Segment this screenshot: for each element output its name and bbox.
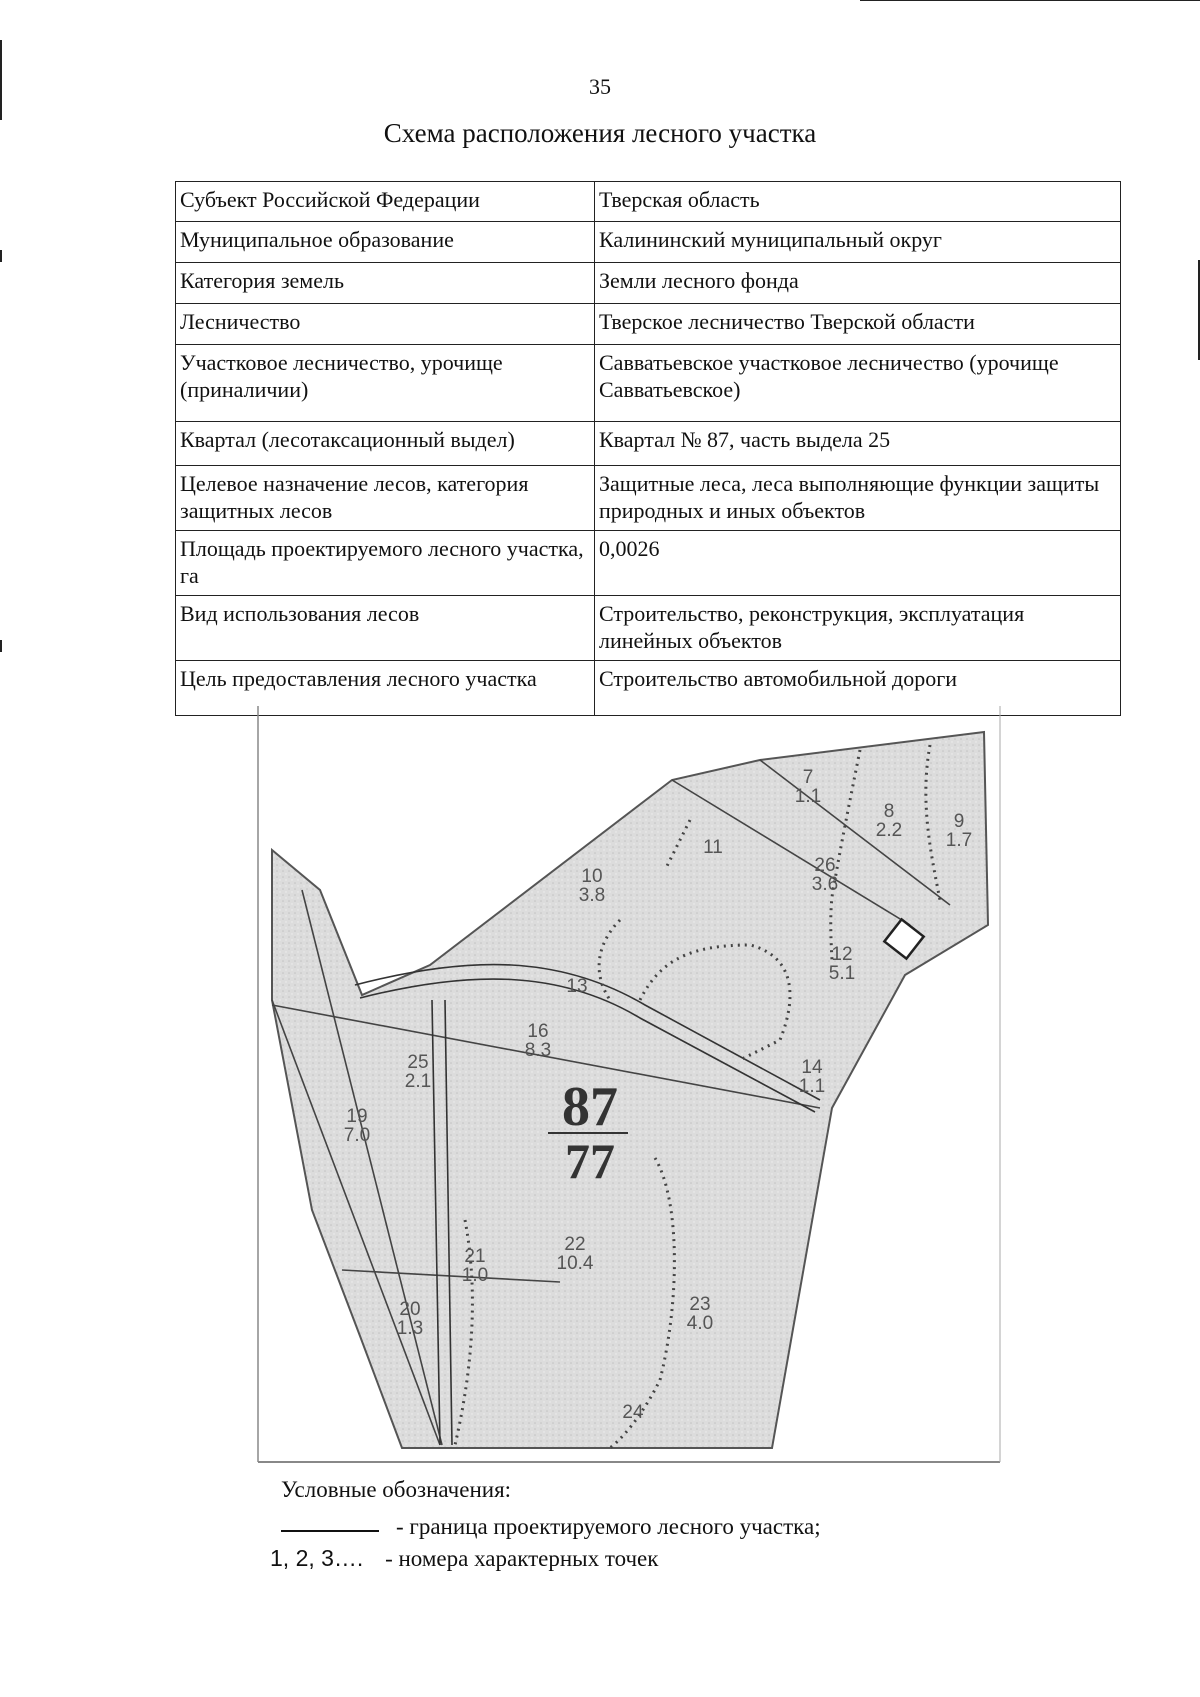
table-value: Калининский муниципальный округ [595,222,1121,263]
legend-item-text: - номера характерных точек [385,1546,659,1571]
legend-heading: Условные обозначения: [281,1477,512,1502]
table-value: Тверское лесничество Тверской области [595,304,1121,345]
table-row [176,531,1121,596]
page-title: Схема расположения лесного участка [383,118,817,148]
quarter-number: 87 [562,1076,618,1138]
plot-number-label: 19 [346,1106,368,1127]
table-key: Вид использования лесов [176,596,595,661]
plot-area-label: 5.1 [828,963,856,984]
plot-area-label: 2.1 [404,1071,432,1092]
page-number: 35 [589,74,611,99]
plot-area-label: 1.3 [396,1318,424,1339]
legend-item-text: - граница проектируемого лесного участка; [396,1514,821,1539]
plot-number-label: 22 [564,1234,586,1255]
table-row [176,222,1121,263]
table-key: Квартал (лесотаксационный выдел) [176,422,595,466]
legend-item-sample: 1, 2, 3…. [270,1545,364,1571]
scan-edge-mark [0,250,2,262]
table-value: Строительство автомобильной дороги [595,661,1121,716]
scan-edge-mark [0,640,2,652]
plot-number-label: 26 [814,855,836,876]
quarter-area: 77 [565,1133,615,1189]
plot-area-label: 1.1 [794,786,822,807]
plot-number-label: 25 [407,1052,429,1073]
plot-number-label: 16 [527,1021,549,1042]
legend-item [396,1514,821,1540]
table-value: Тверская область [595,182,1121,222]
plot-number-label: 13 [566,976,588,997]
table-row [176,596,1121,661]
info-table [175,181,1121,716]
plot-area-label: 8.3 [524,1040,552,1061]
table-value: Защитные леса, леса выполняющие функции защиты природных и иных объектов [595,466,1121,531]
plot-area-label: 3.6 [811,874,839,895]
plot-number-label: 23 [689,1294,711,1315]
table-key: Муниципальное образование [176,222,595,263]
table-row [176,263,1121,304]
table-key: Целевое назначение лесов, категория защитных лесов [176,466,595,531]
plot-area-label: 1.0 [461,1265,489,1286]
table-key: Лесничество [176,304,595,345]
plot-number-label: 20 [399,1299,421,1320]
plot-number-label: 12 [831,944,853,965]
plot-number-label: 11 [703,837,723,858]
table-row [176,304,1121,345]
table-key: Площадь проектируемого лесного участка, га [176,531,595,596]
table-key: Субъект Российской Федерации [176,182,595,222]
plot-area-label: 2.2 [875,820,903,841]
table-key: Категория земель [176,263,595,304]
table-value: 0,0026 [595,531,1121,596]
plot-number-label: 24 [622,1402,644,1423]
plot-area-label: 4.0 [686,1313,714,1334]
plot-area-label: 3.8 [578,885,606,906]
plot-number-label: 9 [953,811,965,832]
plot-number-label: 14 [801,1057,823,1078]
table-value: Строительство, реконструкция, эксплуатация линейных объектов [595,596,1121,661]
table-row [176,466,1121,531]
plot-number-label: 21 [464,1246,486,1267]
scan-edge-mark [860,0,1200,1]
table-value: Квартал № 87, часть выдела 25 [595,422,1121,466]
table-row [176,182,1121,222]
legend-line-sample [281,1530,379,1532]
table-value: Земли лесного фонда [595,263,1121,304]
plot-number-label: 8 [883,801,895,822]
table-key: Цель предоставления лесного участка [176,661,595,716]
plot-area-label: 1.1 [798,1076,826,1097]
table-row [176,345,1121,422]
table-row [176,422,1121,466]
plot-number-label: 7 [802,767,814,788]
plot-number-label: 10 [581,866,603,887]
legend-item [270,1545,658,1572]
plot-area-label: 10.4 [556,1253,594,1274]
plot-area-label: 1.7 [945,830,973,851]
table-key: Участковое лесничество, урочище (приналичии) [176,345,595,422]
plot-area-label: 7.0 [343,1125,371,1146]
forest-plot-map [253,700,1003,1470]
table-value: Савватьевское участковое лесничество (урочище Савватьевское) [595,345,1121,422]
